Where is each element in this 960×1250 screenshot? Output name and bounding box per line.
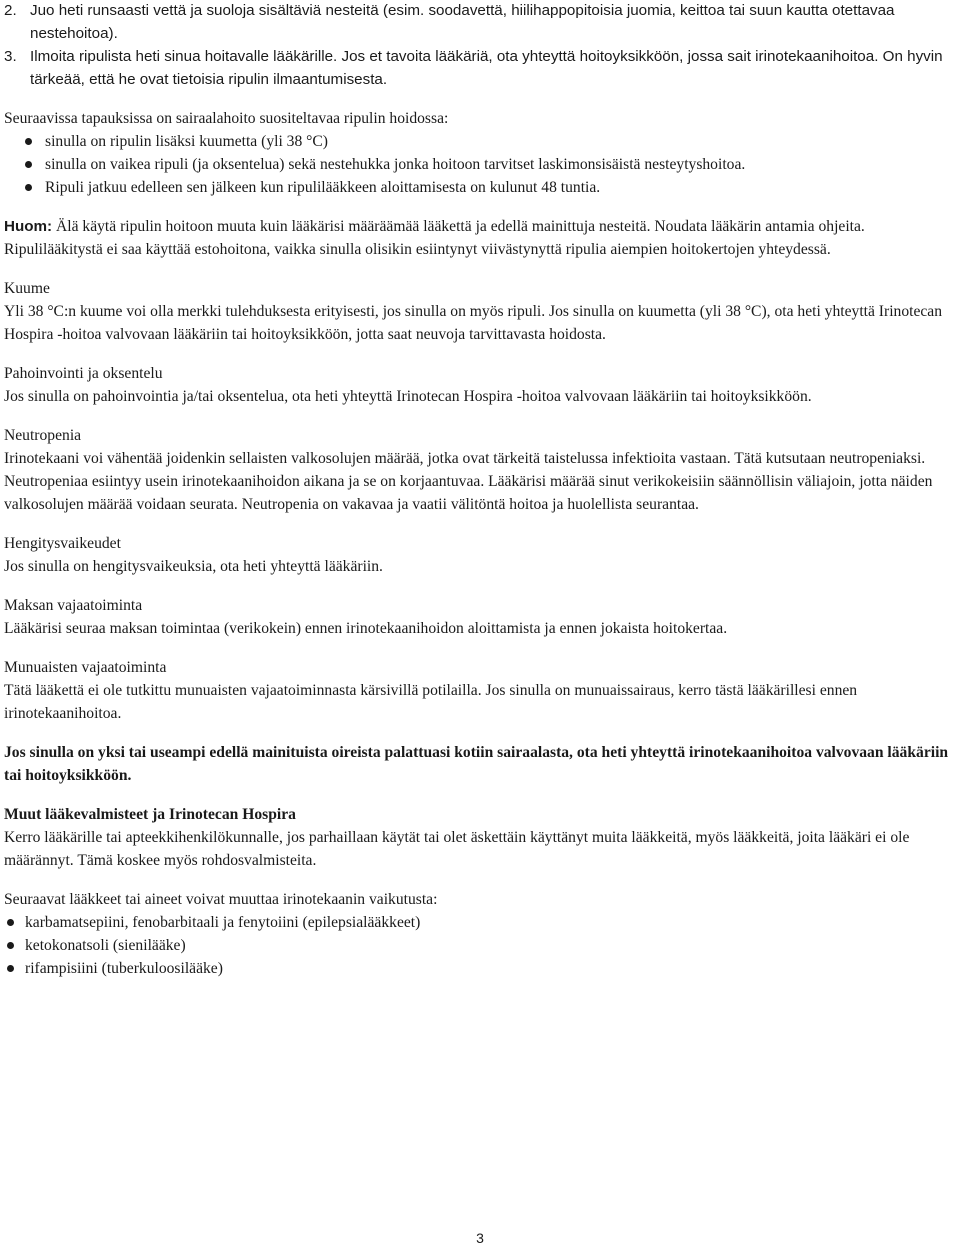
section-text: Lääkärisi seuraa maksan toimintaa (verikokein) ennen irinotekaanihoidon aloittamista ja ennen jokaista hoitokertaa. <box>4 620 728 637</box>
bullet-icon <box>7 957 25 980</box>
section-title: Muut lääkevalmisteet ja Irinotecan Hospira <box>4 806 296 823</box>
section-other-medicines <box>4 803 956 872</box>
list-item <box>4 130 956 153</box>
list-item <box>4 153 956 176</box>
bullet-icon <box>25 153 45 176</box>
section-liver <box>4 594 956 640</box>
section-title: Pahoinvointi ja oksentelu <box>4 365 163 382</box>
interaction-section <box>4 888 956 980</box>
section-title: Kuume <box>4 280 50 297</box>
item-text: Juo heti runsaasti vettä ja suoloja sisältäviä nesteitä (esim. soodavettä, hiilihappopitoisia juomia, keittoa tai suun kautta otettavaa nestehoitoa). <box>30 2 895 42</box>
section-text: Jos sinulla on pahoinvointia ja/tai oksentelua, ota heti yhteyttä Irinotecan Hospira -hoitoa valvovaan lääkäriin tai hoitoyksikköön. <box>4 388 812 405</box>
list-item <box>4 176 956 199</box>
bullet-text: Ripuli jatkuu edelleen sen jälkeen kun ripulilääkkeen aloittamisesta on kulunut 48 tuntia. <box>45 179 601 196</box>
section-fever <box>4 277 956 346</box>
hospital-intro: Seuraavissa tapauksissa on sairaalahoito suositeltavaa ripulin hoidossa: <box>4 110 449 127</box>
bullet-text: sinulla on ripulin lisäksi kuumetta (yli 38 °C) <box>45 133 329 150</box>
section-text: Tätä lääkettä ei ole tutkittu munuaisten vajaatoiminnasta kärsivillä potilailla. Jos sinulla on munuaissairaus, kerro tästä lääkärillesi ennen irinotekaanihoitoa. <box>4 682 858 722</box>
page-number: 3 <box>476 1230 484 1246</box>
bullet-icon <box>25 130 45 153</box>
section-title: Munuaisten vajaatoiminta <box>4 659 167 676</box>
warning-paragraph: Jos sinulla on yksi tai useampi edellä mainituista oireista palattuasi kotiin sairaalasta, ota heti yhteyttä irinotekaanihoitoa valvovaan lääkäriin tai hoitoyksikköön. <box>4 744 949 784</box>
hospital-section <box>4 107 956 199</box>
section-kidney <box>4 656 956 725</box>
numbered-item <box>4 0 956 45</box>
section-text: Yli 38 °C:n kuume voi olla merkki tulehduksesta erityisesti, jos sinulla on myös ripuli. Jos sinulla on kuumetta (yli 38 °C), ota heti yhteyttä Irinotecan Hospira -hoitoa valvovaan lääkäriin tai hoitoyksikköön, jotta saat neuvoja tarvittavasta hoidosta. <box>4 303 943 343</box>
huom-paragraph <box>4 215 956 261</box>
section-title: Neutropenia <box>4 427 82 444</box>
section-text: Irinotekaani voi vähentää joidenkin sellaisten valkosolujen määrää, jotka ovat tärkeitä taistelussa infektioita vastaan. Tätä kutsutaan neutropeniaksi. Neutropeniaa esiintyy usein irinotekaanihoidon aikana ja se on korjaantuvaa. Lääkärisi määrää sinut verikokeisiin säännöllisin väliajoin, jotta näiden valkosolujen määrää voidaan seurata. Neutropenia on vakavaa ja vaatii välitöntä hoitoa ja huolellista seurantaa. <box>4 450 933 513</box>
section-title: Maksan vajaatoiminta <box>4 597 143 614</box>
section-text: Jos sinulla on hengitysvaikeuksia, ota heti yhteyttä lääkäriin. <box>4 558 383 575</box>
huom-label: Huom: <box>4 218 53 235</box>
interaction-bullet-list <box>4 911 956 980</box>
list-item <box>4 957 956 980</box>
section-breathing <box>4 532 956 578</box>
list-item <box>4 934 956 957</box>
interaction-intro: Seuraavat lääkkeet tai aineet voivat muuttaa irinotekaanin vaikutusta: <box>4 891 438 908</box>
bullet-text: sinulla on vaikea ripuli (ja oksentelua) sekä nestehukka jonka hoitoon tarvitset laskimonsisäistä nesteytyshoitoa. <box>45 156 746 173</box>
item-number: 2. <box>4 2 17 19</box>
bullet-text: ketokonatsoli (sienilääke) <box>25 937 186 954</box>
bullet-text: rifampisiini (tuberkuloosilääke) <box>25 960 223 977</box>
list-item <box>4 911 956 934</box>
bullet-icon <box>25 176 45 199</box>
bullet-icon <box>7 934 25 957</box>
item-number: 3. <box>4 48 17 65</box>
document-page <box>4 0 956 980</box>
hospital-bullet-list <box>4 130 956 199</box>
numbered-list <box>4 0 956 91</box>
numbered-item <box>4 45 956 91</box>
bullet-text: karbamatsepiini, fenobarbitaali ja fenytoiini (epilepsialääkkeet) <box>25 914 421 931</box>
section-neutropenia <box>4 424 956 516</box>
section-nausea <box>4 362 956 408</box>
huom-text: Älä käytä ripulin hoitoon muuta kuin lääkärisi määräämää lääkettä ja edellä mainittuja nesteitä. Noudata lääkärin antamia ohjeita. Ripulilääkitystä ei saa käyttää estohoitona, vaikka sinulla olisikin esiintynyt viivästynyttä ripulia aiempien hoitokertojen yhteydessä. <box>4 218 865 258</box>
bullet-icon <box>7 911 25 934</box>
item-text: Ilmoita ripulista heti sinua hoitavalle lääkärille. Jos et tavoita lääkäriä, ota yhteyttä hoitoyksikköön, jossa sait irinotekaanihoitoa. On hyvin tärkeää, että he ovat tietoisia ripulin ilmaantumisesta. <box>30 48 943 88</box>
section-title: Hengitysvaikeudet <box>4 535 121 552</box>
section-text: Kerro lääkärille tai apteekkihenkilökunnalle, jos parhaillaan käytät tai olet äskettäin käyttänyt muita lääkkeitä, myös lääkkeitä, joita lääkäri ei ole määrännyt. Tämä koskee myös rohdosvalmisteita. <box>4 829 910 869</box>
